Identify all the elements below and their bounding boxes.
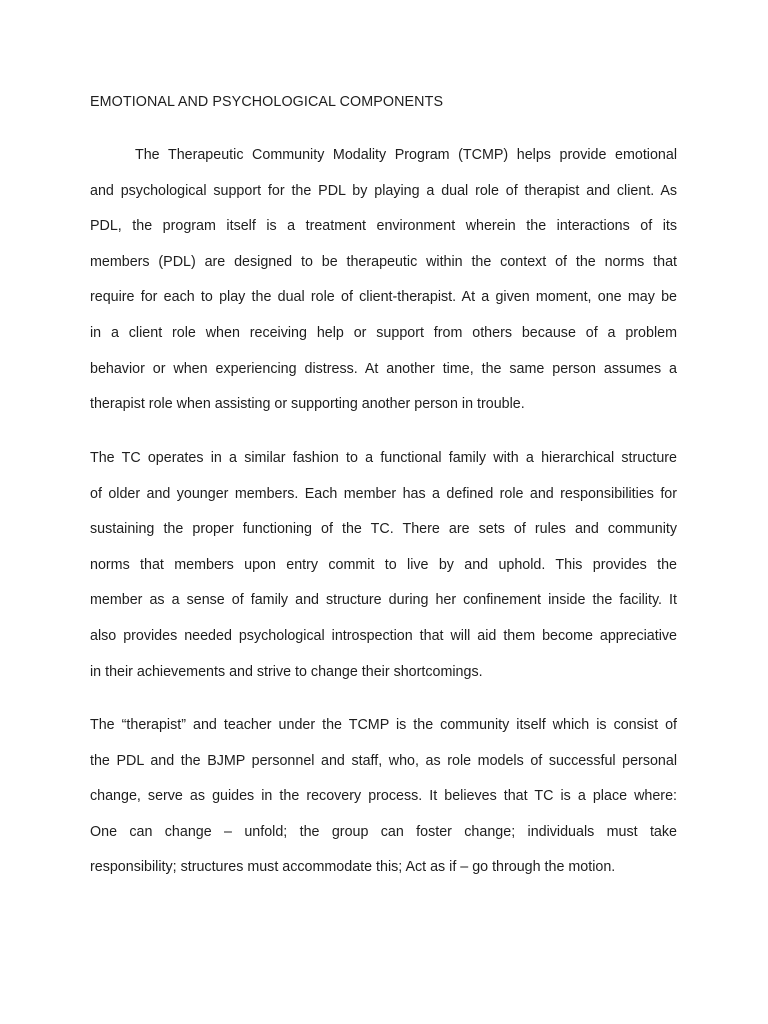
paragraph-line: The TC operates in a similar fashion to a functional family with a hierarchical structure: [90, 450, 677, 466]
paragraph-line: also provides needed psychological introspection that will aid them become appreciative: [90, 627, 677, 644]
paragraph-tcmp-overview: [90, 138, 677, 423]
document-title: EMOTIONAL AND PSYCHOLOGICAL COMPONENTS: [90, 94, 444, 110]
paragraph-line: One can change – unfold; the group can foster change; individuals must take: [90, 823, 677, 840]
paragraph-line: the PDL and the BJMP personnel and staff, who, as role models of successful personal: [90, 752, 677, 769]
paragraph-tc-family-structure: [90, 441, 677, 690]
paragraph-line: in a client role when receiving help or support from others because of a problem: [90, 324, 677, 341]
paragraph-line: PDL, the program itself is a treatment environment wherein the interactions of its: [90, 218, 677, 235]
paragraph-line: change, serve as guides in the recovery process. It believes that TC is a place where:: [90, 788, 677, 805]
paragraph-line: in their achievements and strive to change their shortcomings.: [90, 663, 483, 680]
paragraph-line: therapist role when assisting or supporting another person in trouble.: [90, 396, 525, 413]
paragraph-line: of older and younger members. Each member has a defined role and responsibilities for: [90, 485, 677, 502]
paragraph-line: sustaining the proper functioning of the TC. There are sets of rules and community: [90, 521, 677, 538]
paragraph-line: and psychological support for the PDL by playing a dual role of therapist and client. As: [90, 182, 677, 199]
paragraph-line: responsibility; structures must accommodate this; Act as if – go through the motion.: [90, 859, 616, 876]
paragraph-line: The Therapeutic Community Modality Program (TCMP) helps provide emotional: [135, 147, 677, 163]
paragraph-line: norms that members upon entry commit to live by and uphold. This provides the: [90, 556, 677, 573]
paragraph-line: require for each to play the dual role of client-therapist. At a given moment, one may be: [90, 289, 677, 306]
paragraph-therapist-community: [90, 708, 677, 886]
paragraph-line: member as a sense of family and structure during her confinement inside the facility. It: [90, 592, 677, 609]
paragraph-line: members (PDL) are designed to be therapeutic within the context of the norms that: [90, 253, 677, 270]
paragraph-line: behavior or when experiencing distress. At another time, the same person assumes a: [90, 360, 677, 377]
paragraph-line: The “therapist” and teacher under the TCMP is the community itself which is consist of: [90, 717, 677, 733]
